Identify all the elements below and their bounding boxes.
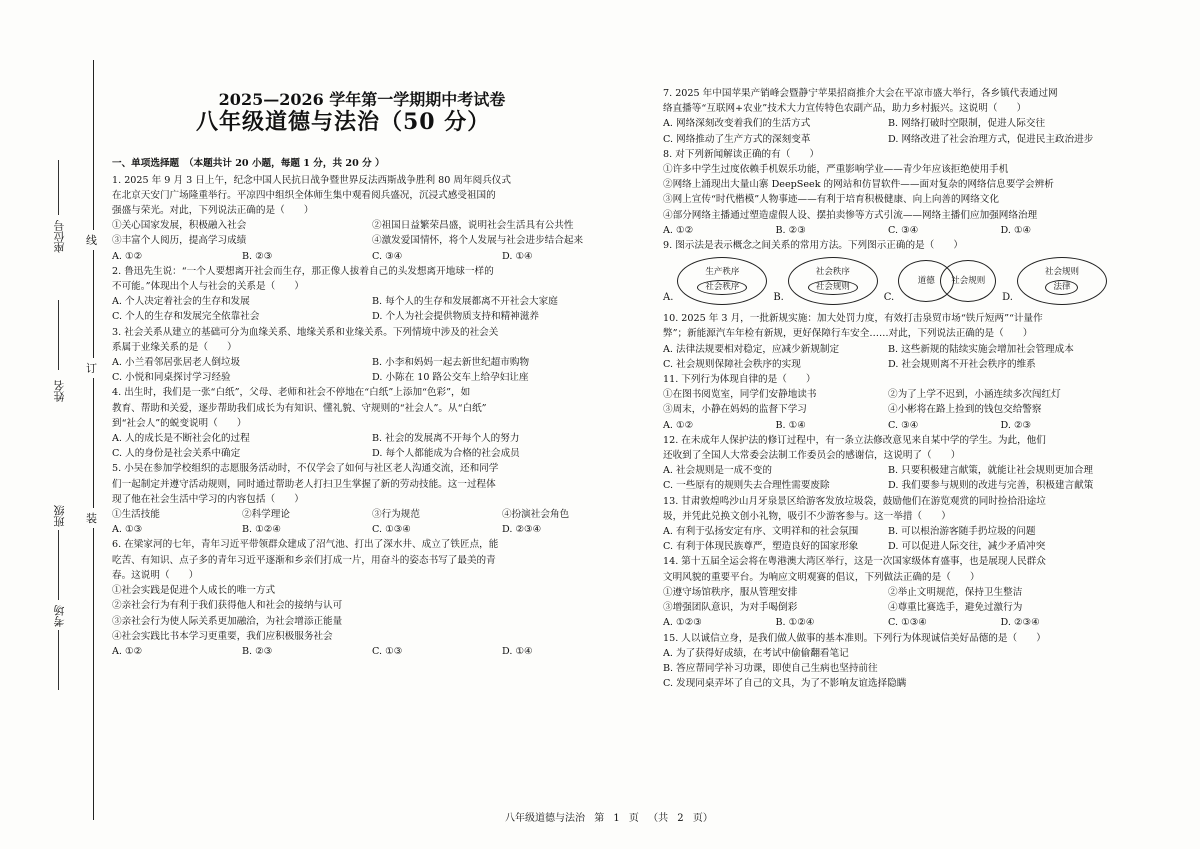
footer-subject: 八年级道德与法治 [505, 813, 585, 824]
question-stem-line: 8. 对下列新闻解读正确的有（ ） [663, 148, 820, 160]
right-question-list [663, 86, 1113, 691]
statement-row [112, 309, 632, 324]
left-question-list [112, 173, 632, 660]
question-stem-line: 系属于业缘关系的是（ ） [112, 341, 237, 353]
answer-option: A. ①② [112, 645, 143, 657]
statement: B. 这些新规的陆续实施会增加社会管理成本 [888, 343, 1074, 355]
statement-row [663, 539, 1113, 554]
binding-line [93, 60, 94, 820]
statement: A. 小兰看邻居张居老人倒垃圾 [112, 357, 241, 369]
statement-row [663, 387, 1113, 402]
question-l6 [112, 537, 632, 659]
answer-option: D. ①④ [502, 645, 533, 657]
statement: B. 每个人的生存和发展都离不开社会大家庭 [372, 296, 558, 308]
question-stem-line: 15. 人以诚信立身，是我们做人做事的基本准则。下列行为体现诚信美好品德的是（ ） [663, 632, 1046, 644]
name-blank [58, 300, 59, 370]
answer-option: D. ②③④ [1000, 617, 1040, 629]
statement: ①许多中学生过度依赖手机娱乐功能，严重影响学业——青少年应该拒绝使用手机 [663, 164, 1009, 176]
seat-label: 座位号 [53, 220, 66, 253]
answer-option: D. ①④ [502, 250, 533, 262]
diagram-letter: C. [883, 292, 895, 304]
diagram-outer-label: 社会规则 [1044, 267, 1079, 278]
diagram-outer-label: 生产秩序 [705, 267, 740, 278]
statement: A. 为了获得好成绩，在考试中偷偷翻看笔记 [663, 647, 849, 659]
name-label: 姓名 [53, 380, 66, 402]
answer-option: B. ①②④ [242, 524, 281, 536]
statement: D. 网络改进了社会治理方式，促进民主政治进步 [888, 133, 1094, 145]
statement: ④社会实践比书本学习更重要，我们应积极服务社会 [112, 630, 333, 642]
diagram-letter: A. [663, 292, 674, 304]
seat-blank [58, 160, 59, 215]
statement: ④扮演社会角色 [502, 509, 570, 521]
question-stem-line: 不可能。”体现出个人与社会的关系是（ ） [112, 281, 304, 293]
answer-option: C. ①③④ [888, 617, 927, 629]
answer-option: A. ①③ [112, 524, 143, 536]
statement: D. 小陈在 10 路公交车上给孕妇让座 [372, 372, 529, 384]
question-r1 [663, 86, 1113, 147]
room-blank [58, 630, 59, 690]
left-column [112, 86, 632, 659]
statement: C. 个人的生存和发展完全依靠社会 [112, 311, 260, 323]
statement: ②为了上学不迟到，小涵连续多次闯红灯 [888, 389, 1061, 401]
diagram-option-c [884, 257, 996, 305]
statement: ③网上宣传“时代楷模”人物事迹——有利于培育积极健康、向上向善的网络文化 [663, 194, 999, 206]
statement-row [663, 342, 1113, 357]
answer-option: A. ①②③ [663, 617, 702, 629]
statement: ①关心国家发展，积极融入社会 [112, 220, 247, 232]
statement: D. 我们要参与规则的改进与完善，积极建言献策 [888, 480, 1094, 492]
diagram-outer-label: 社会秩序 [815, 267, 850, 278]
statement: D. 社会规则离不开社会秩序的维系 [888, 358, 1036, 370]
answer-option: D. ①④ [1000, 224, 1032, 236]
page-footer [505, 809, 713, 824]
statement: B. 小李和妈妈一起去新世纪超市购物 [372, 357, 530, 369]
statement: ④小彬将在路上捡到的钱包交给警察 [888, 404, 1042, 416]
statement: ③增强团队意识，为对手喝倒彩 [663, 602, 798, 614]
statement: ④尊重比赛选手，避免过激行为 [888, 602, 1023, 614]
statement: ③丰富个人阅历，提高学习成绩 [112, 235, 247, 247]
statement: ②举止文明规范，保持卫生整洁 [888, 586, 1023, 598]
statement: ②网络上涌现出大量山寨 DeepSeek 的网站和仿冒软件——面对复杂的网络信息要学会辨析 [663, 179, 1054, 191]
statement: B. 只要积极建言献策，就能让社会规则更加合理 [888, 465, 1094, 477]
statement: ①在图书阅览室，同学们安静地读书 [663, 389, 817, 401]
statement: ①生活技能 [112, 509, 160, 521]
statement-row [663, 402, 1113, 417]
statement: A. 有利于弘扬安定有序、文明祥和的社会氛围 [663, 526, 859, 538]
footer-total: （共 2 页） [648, 813, 713, 824]
question-r5 [663, 372, 1113, 433]
question-stem-line: 强盛与荣光。对此，下列说法正确的是（ ） [112, 205, 314, 217]
option-row [663, 418, 1113, 433]
statement-row [663, 463, 1113, 478]
question-l4 [112, 385, 632, 461]
question-stem-line: 教育、帮助和关爱，逐步帮助我们成长为有知识、懂礼貌、守规则的“社会人”。从“白纸” [112, 402, 487, 414]
diagram-inner-label: 社会规则 [808, 280, 858, 295]
diagram-inner-label: 社会秩序 [697, 280, 747, 295]
answer-option: B. ①④ [775, 419, 806, 431]
class-label: 班级 [53, 505, 66, 527]
statement: ④部分网络主播通过塑造虚假人设、摆拍卖惨等方式引流——网络主播们应加强网络治理 [663, 209, 1038, 221]
diagram-ellipse [788, 257, 878, 305]
statement: C. 社会规则保障社会秩序的实现 [663, 358, 801, 370]
statement-row [663, 524, 1113, 539]
statement: ①社会实践是促进个人成长的唯一方式 [112, 585, 276, 597]
subject-title: 八年级道德与法治（50 分） [196, 109, 491, 136]
class-blank [58, 530, 59, 600]
diagram-inner-label: 法律 [1045, 280, 1078, 295]
diagram-letter: B. [773, 292, 784, 304]
statement-row [112, 431, 632, 446]
question-l5 [112, 461, 632, 537]
statement: D. 每个人都能成为合格的社会成员 [372, 448, 520, 460]
question-r4 [663, 311, 1113, 372]
answer-option: B. ②③ [775, 224, 806, 236]
statement: C. 一些原有的规则失去合理性需要废除 [663, 480, 830, 492]
question-stem-line: 11. 下列行为体现自律的是（ ） [663, 374, 816, 386]
statement: D. 可以促进人际交往，减少矛盾冲突 [888, 541, 1046, 553]
diagram-pair [898, 260, 996, 302]
question-stem-line: 6. 在梁家河的七年，青年习近平带领群众建成了沼气池、打出了深水井、成立了铁匠点，能 [112, 539, 499, 551]
question-stem-line: 弊”；新能源汽车年检有新规，更好保障行车安全……对此，下列说法正确的是（ ） [663, 328, 1033, 340]
statement: A. 社会规则是一成不变的 [663, 465, 772, 477]
diagram-letter: D. [1002, 292, 1013, 304]
statement: C. 小悦和同桌探讨学习经验 [112, 372, 231, 384]
question-r6 [663, 433, 1113, 494]
diagram-ellipse [1017, 257, 1107, 305]
answer-option: B. ①②④ [775, 617, 815, 629]
question-stem-line: 文明风貌的重要平台。为响应文明观赛的倡议，下列做法正确的是（ ） [663, 571, 980, 583]
option-row [112, 249, 632, 264]
exam-title: 2025—2026 学年第一学期期中考试卷 [218, 90, 506, 109]
statement: A. 网络深刻改变着我们的生活方式 [663, 118, 811, 130]
diagram-ellipse: 社会规则 [940, 260, 996, 302]
answer-option: B. ②③ [242, 645, 273, 657]
answer-option: A. ①② [112, 250, 143, 262]
question-r2 [663, 147, 1113, 238]
statement-row [112, 233, 632, 248]
diagram-option-d [1002, 257, 1107, 305]
option-row [112, 644, 632, 659]
statement-row [663, 357, 1113, 372]
statement-row [663, 132, 1113, 147]
statement: C. 有利于体现民族尊严，塑造良好的国家形象 [663, 541, 859, 553]
binding-mark-staple: 订 [86, 358, 97, 378]
diagram-option-b [773, 257, 878, 305]
right-column [663, 86, 1113, 691]
statement: ③行为规范 [372, 509, 420, 521]
question-stem-line: 9. 图示法是表示概念之间关系的常用方法。下列图示正确的是（ ） [663, 240, 964, 252]
statement-row [663, 600, 1113, 615]
question-r7 [663, 494, 1113, 555]
statement: B. 答应帮同学补习功课，即使自己生病也坚持前往 [663, 662, 878, 674]
answer-option: C. ①③ [372, 645, 403, 657]
statement: ①遵守场馆秩序，服从管理安排 [663, 586, 798, 598]
answer-option: C. ③④ [372, 250, 403, 262]
question-stem-line: 春。这说明（ ） [112, 569, 199, 581]
question-stem-line: 10. 2025 年 3 月，一批新规实施：加大处罚力度，有效打击泉贸市场“铁斤短两”“计量作 [663, 313, 1043, 325]
statement: C. 人的身份是社会关系中确定 [112, 448, 241, 460]
statement-row [112, 446, 632, 461]
statement-row [112, 355, 632, 370]
question-stem-line: 在北京天安门广场隆重举行。平凉四中组织全体师生集中观看阅兵盛况，沉浸式感受祖国的 [112, 189, 496, 201]
question-stem-line: 络直播等“互联网+农业”技术大力宣传特色农副产品，助力乡村振兴。这说明（ ） [663, 103, 1027, 115]
answer-option: D. ②③④ [502, 524, 542, 536]
statement: B. 网络打破时空限制，促进人际交往 [888, 118, 1046, 130]
statement: A. 个人决定着社会的生存和发展 [112, 296, 250, 308]
statement-row [663, 478, 1113, 493]
statement: D. 个人为社会提供物质支持和精神滋养 [372, 311, 539, 323]
statement: ③周末，小静在妈妈的监督下学习 [663, 404, 807, 416]
answer-option: B. ②③ [242, 250, 273, 262]
statement: A. 人的成长是不断社会化的过程 [112, 433, 250, 445]
statement: ④激发爱国情怀，将个人发展与社会进步结合起来 [372, 235, 584, 247]
room-label: 考场 [53, 605, 66, 627]
answer-option: C. ③④ [888, 224, 919, 236]
option-row [663, 223, 1113, 238]
question-stem-line: 2. 鲁迅先生说：“一个人要想离开社会而生存，那正像人拔着自己的头发想离开地球一样的 [112, 265, 494, 277]
question-stem-line: 圾，并凭此兑换文创小礼物，吸引不少游客参与。这一举措（ ） [663, 510, 951, 522]
statement: C. 发现同桌弄坏了自己的文具，为了不影响友谊选择隐瞒 [663, 678, 907, 690]
question-stem-line: 吃苦、有知识、点子多的青年习近平逐渐和乡亲们打成一片，用奋斗的姿态书写了最美的青 [112, 554, 496, 566]
diagram-ellipse [677, 257, 767, 305]
question-r3 [663, 238, 1113, 305]
question-stem-line: 还收到了全国人大常委会法制工作委员会的感谢信，这说明了（ ） [663, 450, 961, 462]
statement: ②祖国日益繁荣昌盛，说明社会生活具有公共性 [372, 220, 574, 232]
statement-row [112, 294, 632, 309]
question-stem-line: 1. 2025 年 9 月 3 日上午，纪念中国人民抗日战争暨世界反法西斯战争胜利 80 周年阅兵仪式 [112, 174, 511, 186]
answer-option: A. ①② [663, 224, 694, 236]
question-l3 [112, 325, 632, 386]
question-r8 [663, 554, 1113, 630]
question-stem-line: 5. 小吴在参加学校组织的志愿服务活动时，不仅学会了如何与社区老人沟通交流，还和同学 [112, 463, 499, 475]
statement-row [112, 370, 632, 385]
diagram-ellipse: 道德 [898, 260, 954, 302]
statement: ②亲社会行为有利于我们获得他人和社会的接纳与认可 [112, 600, 343, 612]
binding-mark-bind: 装 [86, 508, 97, 528]
question-stem-line: 到“社会人”的蜕变说明（ ） [112, 417, 247, 429]
diagram-option-a [663, 257, 767, 305]
statement: ③亲社会行为使人际关系更加融洽，为社会增添正能量 [112, 615, 343, 627]
binding-mark-line: 线 [86, 230, 97, 250]
question-stem-line: 4. 出生时，我们是一张“白纸”，父母、老师和社会不停地在“白纸”上添加“色彩”，如 [112, 387, 471, 399]
question-stem-line: 14. 第十五届全运会将在粤港澳大湾区举行，这是一次国家级体育盛事，也是展现人民群众 [663, 556, 1046, 568]
statement: ②科学理论 [242, 509, 290, 521]
statement: B. 社会的发展离不开每个人的努力 [372, 433, 520, 445]
question-stem-line: 12. 在未成年人保护法的修订过程中，有一条立法修改意见来自某中学的学生。为此，他们 [663, 434, 1046, 446]
statement-row [112, 218, 632, 233]
question-stem-line: 7. 2025 年中国苹果产销峰会暨静宁苹果招商推介大会在平凉市盛大举行，各乡镇代表通过网 [663, 88, 1058, 99]
question-stem-line: 3. 社会关系从建立的基础可分为血缘关系、地缘关系和业缘关系。下列情境中涉及的社会关 [112, 326, 499, 338]
q9-diagram [663, 257, 1113, 305]
statement-row [663, 585, 1113, 600]
answer-option: D. ②③ [1000, 419, 1032, 431]
answer-option: C. ①③④ [372, 524, 411, 536]
question-l1 [112, 173, 632, 264]
question-stem-line: 现了他在社会生活中学习的内容包括（ ） [112, 493, 304, 505]
question-stem-line: 13. 甘肃敦煌鸣沙山月牙泉景区给游客发放垃圾袋，鼓励他们在游览观赏的同时捡拾沿途垃 [663, 495, 1046, 507]
statement: C. 网络推动了生产方式的深刻变革 [663, 133, 811, 145]
statement: B. 可以根治游客随手扔垃圾的问题 [888, 526, 1036, 538]
section-heading: 一、单项选择题 （本题共计 20 小题，每题 1 分，共 20 分 ） [112, 158, 385, 170]
answer-option: C. ③④ [888, 419, 919, 431]
question-l2 [112, 264, 632, 325]
statement-row [112, 507, 632, 522]
answer-option: A. ①② [663, 419, 694, 431]
footer-page: 第 1 页 [594, 813, 639, 824]
statement: A. 法律法规要相对稳定，应减少新规制定 [663, 343, 840, 355]
option-row [112, 522, 632, 537]
statement-row [663, 116, 1113, 131]
option-row [663, 615, 1113, 630]
question-r9 [663, 631, 1113, 692]
question-stem-line: 们一起制定并遵守活动规则，同时通过帮助老人打扫卫生掌握了新的劳动技能。这一过程体 [112, 478, 496, 490]
